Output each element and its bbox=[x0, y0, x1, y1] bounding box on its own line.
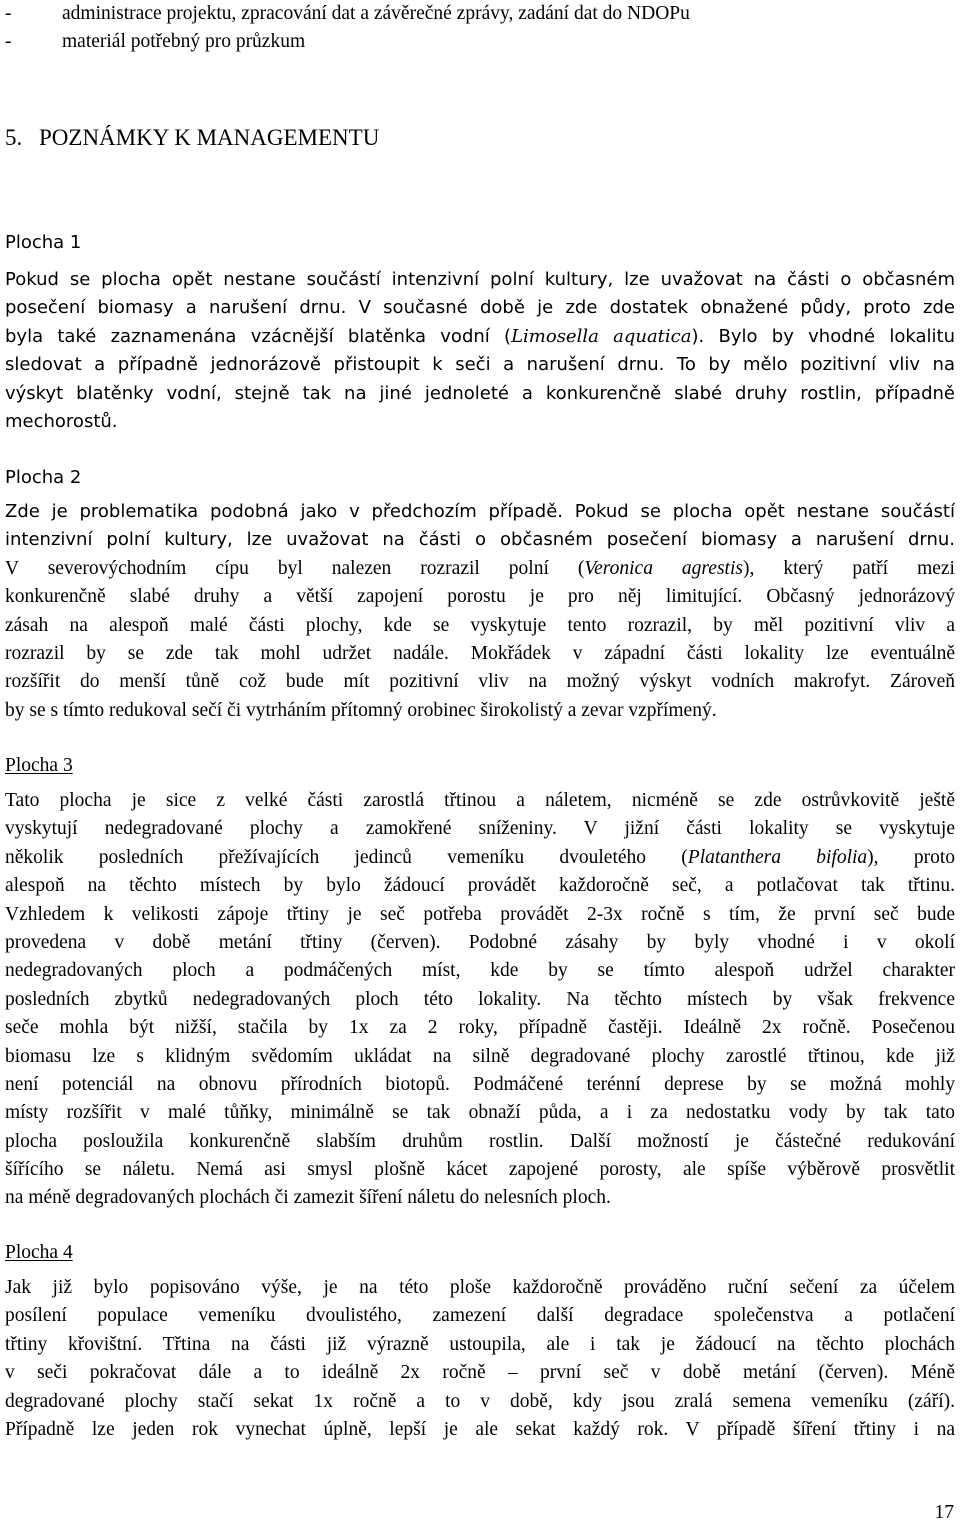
paragraph-line: rozšířit do menší tůně což bude mít pozitivní vliv na možný výskyt vodních makrofyt. Zároveň bbox=[5, 671, 955, 693]
line-text: ). Bylo by vhodné lokalitu bbox=[691, 325, 956, 347]
paragraph-line: posílení populace vemeníku dvoulistého, zamezení další degradace společenstva a potlačení bbox=[5, 1305, 955, 1327]
paragraph-line: Zde je problematika podobná jako v předchozím případě. Pokud se plocha opět nestane součástí bbox=[5, 501, 955, 522]
line-text: ), který patří mezi bbox=[742, 557, 955, 579]
paragraph-line: posledních zbytků nedegradovaných ploch této lokality. Na těchto místech by však frekvence bbox=[5, 988, 955, 1010]
paragraph-line: provedena v době metání třtiny (červen). Podobné zásahy by byly vhodné i v okolí bbox=[5, 931, 955, 953]
plocha1-paragraph bbox=[5, 266, 955, 436]
paragraph-line: v seči pokračovat dále a to ideálně 2x ročně – první seč v době metání (červen). Méně bbox=[5, 1362, 955, 1384]
list-item-text: materiál potřebný pro průzkum bbox=[62, 31, 306, 53]
paragraph-line: nedegradovaných ploch a podmáčených míst, kde by se tímto alespoň udržel charakter bbox=[5, 960, 955, 982]
paragraph-line: místy rozšířit v malé tůňky, minimálně se tak obnaží půda, a i za nedostatku vody by tak tato bbox=[5, 1102, 955, 1124]
list-item bbox=[5, 0, 955, 28]
species-name: Veronica agrestis bbox=[584, 557, 743, 579]
line-text: V severovýchodním cípu byl nalezen rozrazil polní ( bbox=[5, 557, 585, 579]
paragraph-line: posečení biomasy a narušení drnu. V současné době je zde dostatek obnažené půdy, proto zde bbox=[5, 297, 955, 319]
paragraph-line: třtiny křovištní. Třtina na části již výrazně ustoupila, ale i tak je žádoucí na těchto plochách bbox=[5, 1333, 955, 1355]
paragraph-line: Pokud se plocha opět nestane součástí intenzivní polní kultury, lze uvažovat na části o občasném bbox=[5, 269, 955, 290]
plocha4-heading: Plocha 4 bbox=[5, 1242, 73, 1263]
paragraph-line: na méně degradovaných plochách či zamezit šíření náletu do nelesních ploch. bbox=[5, 1187, 611, 1209]
paragraph-line: výskyt blatěnky vodní, stejně tak na jiné jednoleté a konkurenčně slabé druhy rostlin, případně bbox=[5, 382, 955, 404]
paragraph-line: sledovat a případně jednorázově přistoupit k seči a narušení drnu. To by mělo pozitivní vliv na bbox=[5, 354, 955, 376]
plocha3-paragraph bbox=[5, 787, 955, 1213]
paragraph-line: alespoň na těchto místech by bylo žádoucí provádět každoročně seč, a potlačovat tak třtinu. bbox=[5, 875, 955, 897]
paragraph-line bbox=[5, 844, 955, 872]
line-text: několik posledních přežívajících jedinců vemeníku dvouletého ( bbox=[5, 846, 688, 868]
paragraph-line: Jak již bylo popisováno výše, je na této ploše každoročně prováděno ruční sečení za účelem bbox=[5, 1277, 955, 1298]
paragraph-line: degradované plochy stačí sekat 1x ročně a to v době, kdy jsou zralá semena vemeníku (září). bbox=[5, 1390, 955, 1412]
bullet-list bbox=[5, 0, 955, 57]
paragraph-line: šířícího se náletu. Nemá asi smysl plošně kácet zapojené porosty, ale spíše výběrově prosvětlit bbox=[5, 1159, 955, 1181]
paragraph-line bbox=[5, 555, 955, 583]
plocha2-heading: Plocha 2 bbox=[5, 467, 82, 488]
paragraph-line: mechorostů. bbox=[5, 410, 118, 432]
paragraph-line bbox=[5, 323, 955, 351]
paragraph-line: by se s tímto redukoval sečí či vytrháním přítomný orobinec širokolistý a zevar vzpřímený. bbox=[5, 699, 717, 721]
paragraph-line: biomasu lze s klidným svědomím ukládat na silně degradované plochy zarostlé třtinou, kde již bbox=[5, 1045, 955, 1067]
page-number: 17 bbox=[934, 1502, 954, 1523]
paragraph-line: rozrazil by se zde tak mohl udržet nadále. Mokřádek v západní části lokality lze eventuálně bbox=[5, 642, 955, 664]
paragraph-line: seče mohla být nižší, stačila by 1x za 2 roky, případně častěji. Ideálně 2x ročně. Posečenou bbox=[5, 1017, 955, 1039]
plocha1-heading: Plocha 1 bbox=[5, 232, 82, 253]
paragraph-line: Tato plocha je sice z velké části zarostlá třtinou a náletem, nicméně se zde ostrůvkovitě ještě bbox=[5, 790, 955, 811]
list-item bbox=[5, 28, 955, 56]
paragraph-line: není potenciál na obnovu přírodních biotopů. Podmáčené terénní deprese by se možná mohly bbox=[5, 1073, 955, 1095]
plocha4-paragraph bbox=[5, 1274, 955, 1444]
plocha3-heading: Plocha 3 bbox=[5, 755, 73, 776]
section-heading bbox=[5, 123, 379, 153]
paragraph-line: plocha posloužila konkurenčně slabším druhům rostlin. Další možností je částečné redukování bbox=[5, 1130, 955, 1152]
section-title: POZNÁMKY K MANAGEMENTU bbox=[39, 125, 380, 150]
species-name: Limosella aquatica bbox=[511, 325, 692, 347]
paragraph-line: Vzhledem k velikosti zápoje třtiny je seč potřeba provádět 2-3x ročně s tím, že první seč bude bbox=[5, 903, 955, 925]
section-number: 5. bbox=[5, 125, 23, 150]
paragraph-line: zásah na alespoň malé části plochy, kde se vyskytuje tento rozrazil, by měl pozitivní vliv a bbox=[5, 614, 955, 636]
bullet-dash: - bbox=[5, 3, 12, 24]
line-text: byla také zaznamenána vzácnější blatěnka vodní ( bbox=[5, 325, 512, 347]
plocha2-paragraph bbox=[5, 498, 955, 725]
list-item-text: administrace projektu, zpracování dat a závěrečné zprávy, zadání dat do NDOPu bbox=[62, 3, 690, 24]
paragraph-line: intenzivní polní kultury, lze uvažovat na části o občasném posečení biomasy a narušení drnu. bbox=[5, 529, 955, 551]
species-name: Platanthera bifolia bbox=[687, 846, 868, 868]
paragraph-line: Případně lze jeden rok vynechat úplně, lepší je ale sekat každý rok. V případě šíření třtiny i na bbox=[5, 1418, 955, 1440]
bullet-dash: - bbox=[5, 31, 12, 53]
paragraph-line: vyskytují nedegradované plochy a zamokřené sníženiny. V jižní části lokality se vyskytuje bbox=[5, 818, 955, 840]
line-text: ), proto bbox=[867, 846, 955, 868]
paragraph-line: konkurenčně slabé druhy a větší zapojení porostu je pro něj limitující. Občasný jednorázový bbox=[5, 586, 955, 608]
